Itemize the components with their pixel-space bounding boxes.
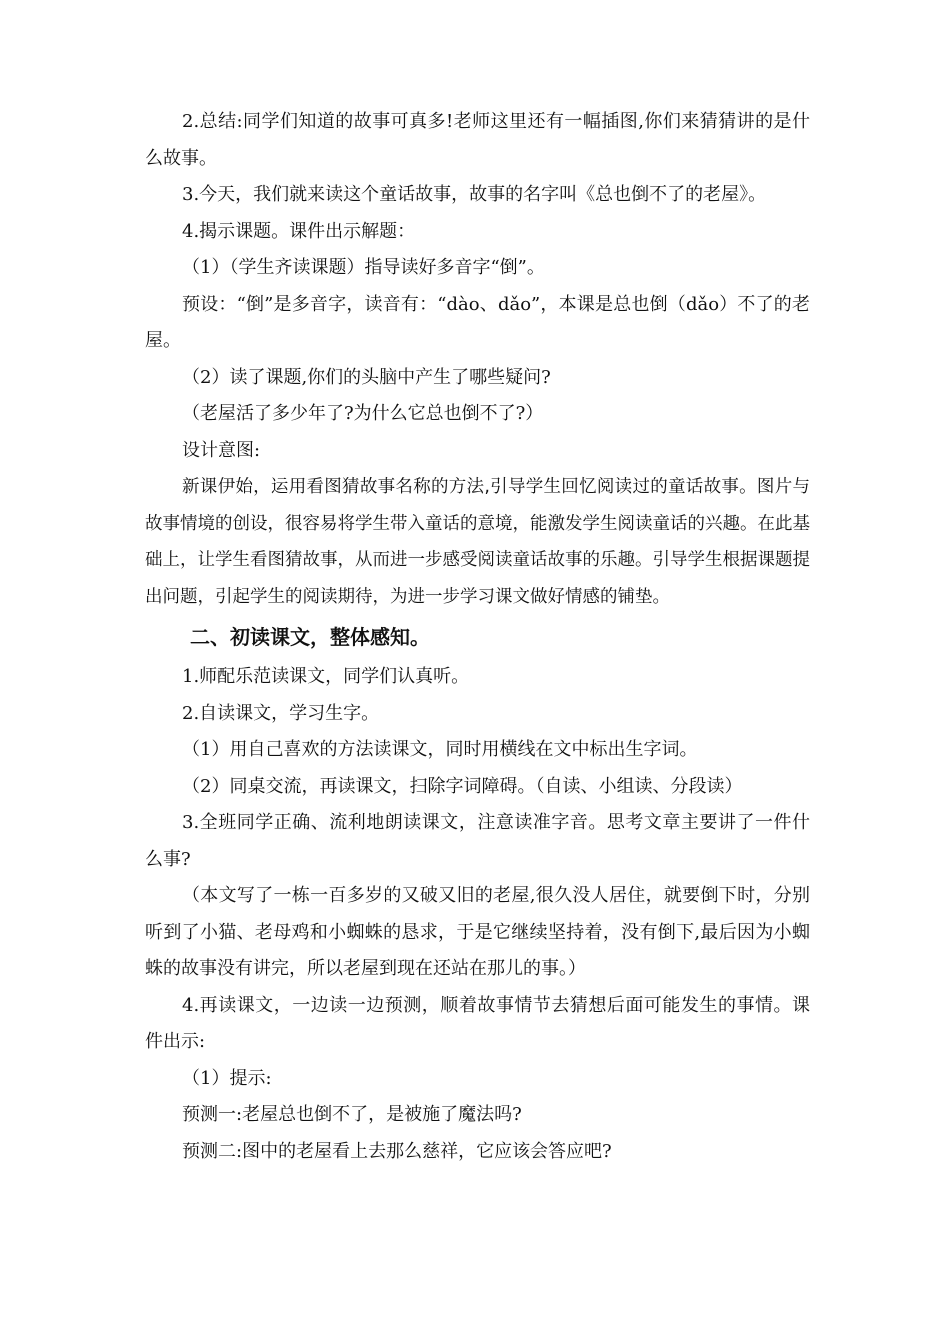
section-heading: 二、初读课文，整体感知。 bbox=[190, 625, 430, 649]
paragraph-design-intent: 新课伊始，运用看图猜故事名称的方法,引导学生回忆阅读过的童话故事。图片与故事情境的创设，很容易将学生带入童话的意境，能激发学生阅读童话的兴趣。在此基础上，让学生看图猜故事，从而进一步感受阅读童话故事的乐趣。引导学生根据课题提出问题，引起学生的阅读期待，为进一步学习课文做好情感的铺垫。 bbox=[145, 477, 810, 607]
paragraph-self-reading: 2.自读课文，学习生字。 bbox=[182, 702, 380, 724]
paragraph-mark-words: （1）用自己喜欢的方法读课文，同时用横线在文中标出生字词。 bbox=[182, 739, 698, 760]
paragraph-teacher-reading: 1.师配乐范读课文，同学们认真听。 bbox=[182, 666, 470, 687]
paragraph-desk-mate: （2）同桌交流，再读课文，扫除字词障碍。（自读、小组读、分段读） bbox=[182, 775, 743, 797]
paragraph-hint: （1）提示: bbox=[182, 1067, 272, 1089]
document-page bbox=[145, 104, 810, 1170]
paragraph-prediction-two: 预测二:图中的老屋看上去那么慈祥，它应该会答应吧? bbox=[182, 1140, 612, 1162]
paragraph-summary-answer: （本文写了一栋一百多岁的又破又旧的老屋,很久没人居住，就要倒下时，分别听到了小猫、老母鸡和小蜘蛛的恳求，于是它继续坚持着，没有倒下,最后因为小蜘蛛的故事没有讲完，所以老屋到现在还站在那儿的事。） bbox=[145, 885, 810, 979]
paragraph-story-title: 3.今天，我们就来读这个童话故事，故事的名字叫《总也倒不了的老屋》。 bbox=[182, 184, 767, 205]
paragraph-preset: 预设：“倒”是多音字，读音有：“dào、dǎo”，本课是总也倒（dǎo）不了的老屋。 bbox=[145, 293, 811, 351]
paragraph-predict-reading: 4.再读课文，一边读一边预测，顺着故事情节去猜想后面可能发生的事情。课件出示: bbox=[145, 994, 810, 1052]
paragraph-question-examples: （老屋活了多少年了?为什么它总也倒不了?） bbox=[182, 403, 544, 424]
paragraph-polyphone-guide: （1）（学生齐读课题）指导读好多音字“倒”。 bbox=[182, 257, 545, 278]
paragraph-reveal-topic: 4.揭示课题。课件出示解题： bbox=[182, 220, 416, 242]
paragraph-summary: 2.总结:同学们知道的故事可真多!老师这里还有一幅插图,你们来猜猜讲的是什么故事。 bbox=[145, 111, 810, 169]
paragraph-class-reading: 3.全班同学正确、流利地朗读课文，注意读准字音。思考文章主要讲了一件什么事? bbox=[145, 812, 810, 870]
paragraph-prediction-one: 预测一:老屋总也倒不了，是被施了魔法吗? bbox=[182, 1104, 522, 1125]
paragraph-design-intent-label: 设计意图: bbox=[182, 439, 261, 461]
paragraph-questions: （2）读了课题,你们的头脑中产生了哪些疑问? bbox=[182, 366, 551, 388]
